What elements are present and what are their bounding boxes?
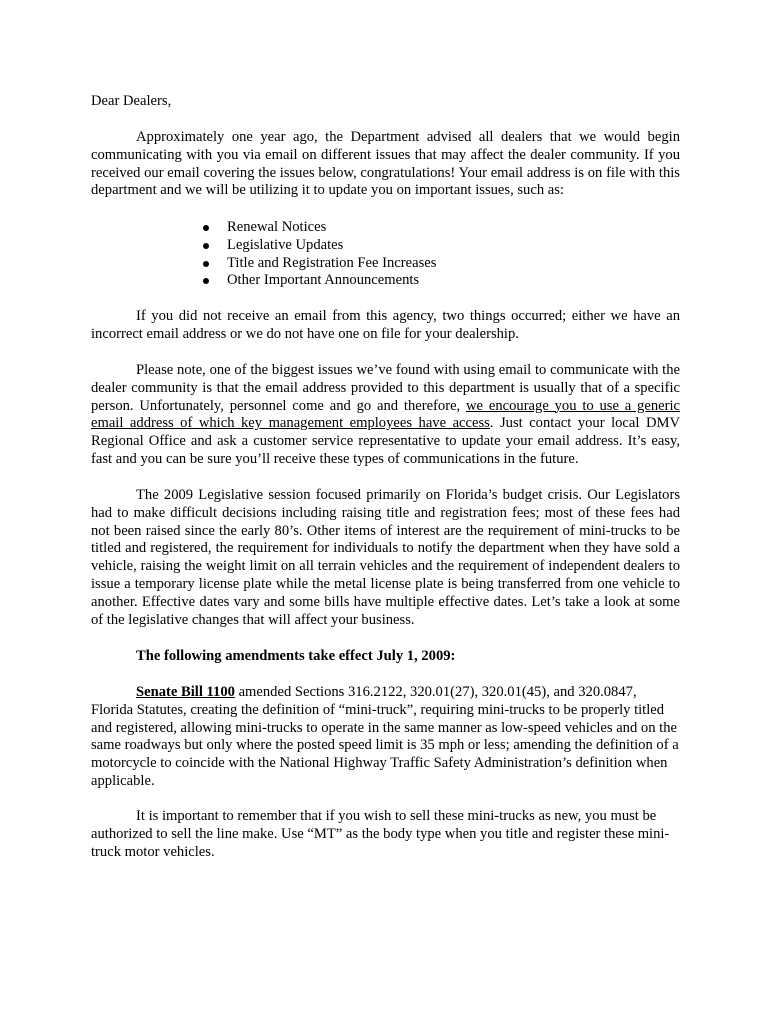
bill-number: Senate Bill 1100 [136, 684, 235, 700]
mini-truck-note-paragraph: It is important to remember that if you wish to sell these mini-trucks as new, you must be authorized to sell the line make. Use “MT” as the body type when you title and register these mini-truck motor vehicles. [91, 808, 670, 860]
legislative-session-paragraph: The 2009 Legislative session focused primarily on Florida’s budget crisis. Our Legislators had to make difficult decisions including raising title and registration fees; most of these fees had not been raised since the early 80’s. Other items of interest are the requirement of mini-trucks to be titled and registered, the requirement for individuals to notify the department when they have sold a vehicle, raising the weight limit on all terrain vehicles and the requirement of independent dealers to issue a temporary license plate while the metal license plate is being transferred from one vehicle to another. Effective dates vary and some bills have multiple effective dates. Let’s take a look at some of the legislative changes that will affect your business. [91, 487, 680, 628]
senate-bill-paragraph: Senate Bill 1100 amended Sections 316.2122, 320.01(27), 320.01(45), and 320.0847, Florida Statutes, creating the definition of “mini-truck”, requiring mini-trucks to be properly titled and registered, allowing mini-trucks to operate in the same manner as low-speed vehicles and on the same roadways but only where the posted speed limit is 35 mph or less; amending the definition of a motorcycle to coincide with the National Highway Traffic Safety Administration’s definition when applicable. [91, 684, 679, 789]
intro-paragraph: Approximately one year ago, the Department advised all dealers that we would begin communicating with you via email on different issues that may affect the dealer community. If you received our email covering the issues below, congratulations! Your email address is on file with this department and we will be utilizing it to update you on important issues, such as: [91, 129, 680, 199]
email-advice-paragraph: Please note, one of the biggest issues we’ve found with using email to communicate with the dealer community is that the email address provided to this department is usually that of a specific person. Unfortunately, personnel come and go and therefore, we encourage you to use a generic email address of which key management employees have access. Just contact your local DMV Regional Office and ask a customer service representative to update your email address. It’s easy, fast and you can be sure you’ll receive these types of communications in the future. [91, 362, 680, 467]
amendments-heading: The following amendments take effect July 1, 2009: [136, 648, 456, 664]
list-item: Title and Registration Fee Increases [200, 255, 436, 273]
list-item: Renewal Notices [200, 219, 436, 237]
issues-list [200, 219, 436, 290]
bullet-icon [203, 225, 209, 231]
list-item: Other Important Announcements [200, 272, 436, 290]
bullet-icon [203, 261, 209, 267]
bullet-icon [203, 278, 209, 284]
bullet-icon [203, 243, 209, 249]
underlined-recommendation: we encourage you to use a generic email address of which key management employees have access [91, 397, 680, 432]
list-item: Legislative Updates [200, 237, 436, 255]
no-email-paragraph: If you did not receive an email from this agency, two things occurred; either we have an incorrect email address or we do not have one on file for your dealership. [91, 308, 680, 342]
salutation: Dear Dealers, [91, 93, 172, 109]
